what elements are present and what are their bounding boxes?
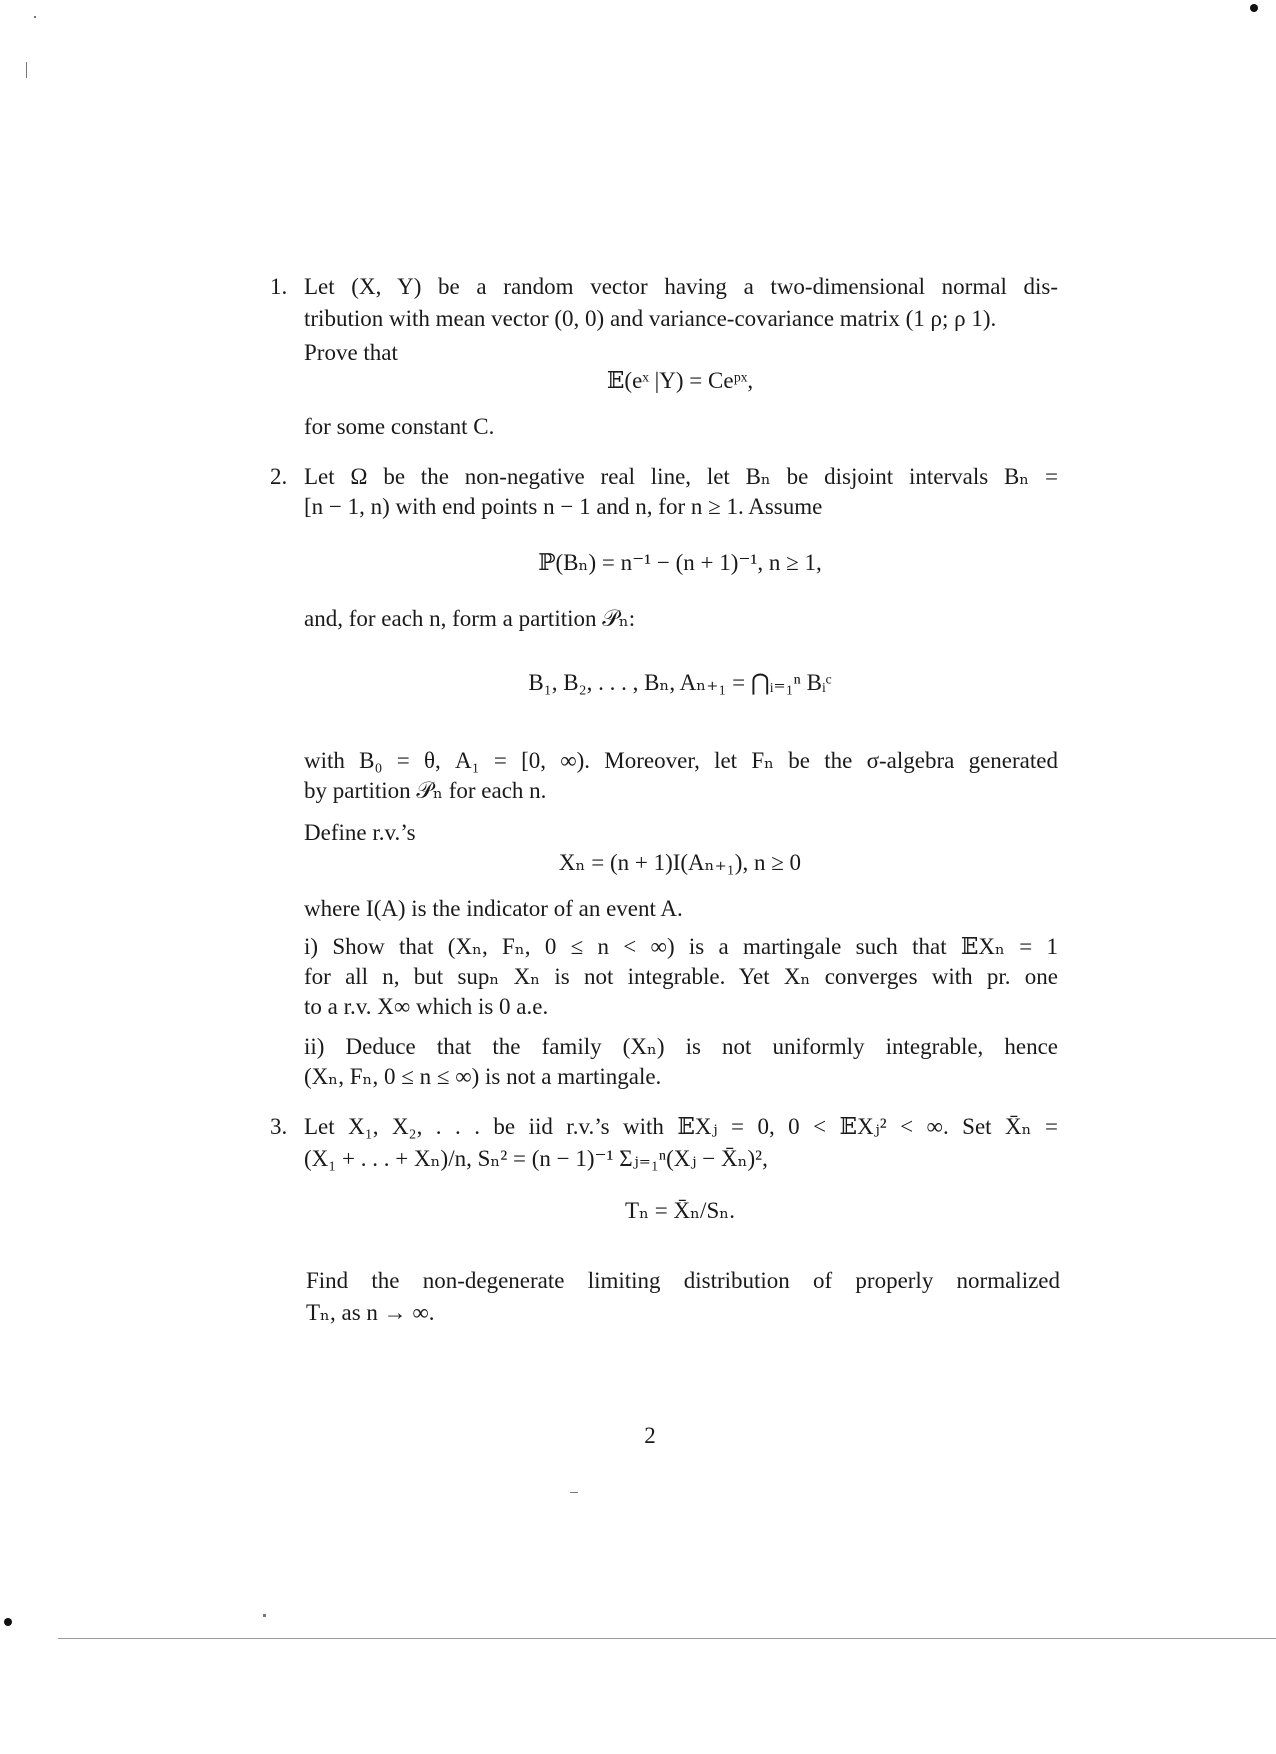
problem-2-equation-1: ℙ(Bₙ) = n⁻¹ − (n + 1)⁻¹, n ≥ 1,	[538, 550, 822, 575]
problem-1-line-3: Prove that	[304, 340, 398, 365]
problem-3-equation: Tₙ = X̄ₙ/Sₙ.	[625, 1198, 735, 1223]
scan-speck	[263, 1614, 266, 1617]
problem-3-after-line-1: Find the non-degenerate limiting distribution of properly normalized	[306, 1268, 1060, 1293]
problem-2-define: Define r.v.’s	[304, 820, 416, 845]
scan-edge-rule	[58, 1638, 1276, 1639]
problem-3-after-line-2: Tₙ, as n → ∞.	[306, 1300, 435, 1325]
problem-2-where: where I(A) is the indicator of an event A.	[304, 896, 683, 921]
problem-1-line-1: Let (X, Y) be a random vector having a two-dimensional normal dis-	[304, 274, 1058, 299]
problem-2-part-i-line-2: for all n, but supₙ Xₙ is not integrable. Yet Xₙ converges with pr. one	[304, 964, 1058, 989]
scan-dot-bottom-left	[4, 1618, 12, 1626]
problem-number: 1.	[270, 274, 288, 299]
page-number: 2	[644, 1423, 656, 1448]
problem-number: 2.	[270, 464, 288, 489]
problem-2-line-2: [n − 1, n) with end points n − 1 and n, for n ≥ 1. Assume	[304, 494, 823, 519]
scan-speck	[570, 1492, 578, 1493]
problem-3-line-1: Let X₁, X₂, . . . be iid r.v.’s with 𝔼Xⱼ = 0, 0 < 𝔼Xⱼ² < ∞. Set X̄ₙ =	[304, 1114, 1058, 1139]
problem-2-part-i-line-1: i) Show that (Xₙ, Fₙ, 0 ≤ n < ∞) is a martingale such that 𝔼Xₙ = 1	[304, 934, 1058, 959]
problem-2-part-ii-line-1: ii) Deduce that the family (Xₙ) is not uniformly integrable, hence	[304, 1034, 1058, 1059]
problem-1-after: for some constant C.	[304, 414, 495, 439]
problem-1-line-2: tribution with mean vector (0, 0) and variance-covariance matrix (1 ρ; ρ 1).	[304, 306, 997, 331]
problem-2-equation-3: Xₙ = (n + 1)I(Aₙ₊₁), n ≥ 0	[558, 850, 802, 875]
scan-speck	[26, 62, 27, 78]
scan-speck	[34, 16, 36, 18]
problem-2-equation-2: B₁, B₂, . . . , Bₙ, Aₙ₊₁ = ⋂ᵢ₌₁ⁿ Bᵢᶜ	[528, 670, 832, 695]
problem-2-with-line-1: with B₀ = θ, A₁ = [0, ∞). Moreover, let Fₙ be the σ-algebra generated	[304, 748, 1058, 773]
problem-number: 3.	[270, 1114, 288, 1139]
problem-3-line-2: (X₁ + . . . + Xₙ)/n, Sₙ² = (n − 1)⁻¹ Σⱼ₌₁ⁿ(Xⱼ − X̄ₙ)²,	[304, 1146, 768, 1171]
scan-dot-top-right	[1250, 4, 1258, 12]
problem-2-partition-line: and, for each n, form a partition 𝒫ₙ:	[304, 606, 636, 631]
problem-2-part-i-line-3: to a r.v. X∞ which is 0 a.e.	[304, 994, 549, 1019]
problem-2-line-1: Let Ω be the non-negative real line, let Bₙ be disjoint intervals Bₙ =	[304, 464, 1058, 489]
problem-2-with-line-2: by partition 𝒫ₙ for each n.	[304, 778, 547, 803]
problem-1-equation: 𝔼(eˣ |Y) = Ceᵖˣ,	[606, 368, 754, 393]
problem-2-part-ii-line-2: (Xₙ, Fₙ, 0 ≤ n ≤ ∞) is not a martingale.	[304, 1064, 662, 1089]
